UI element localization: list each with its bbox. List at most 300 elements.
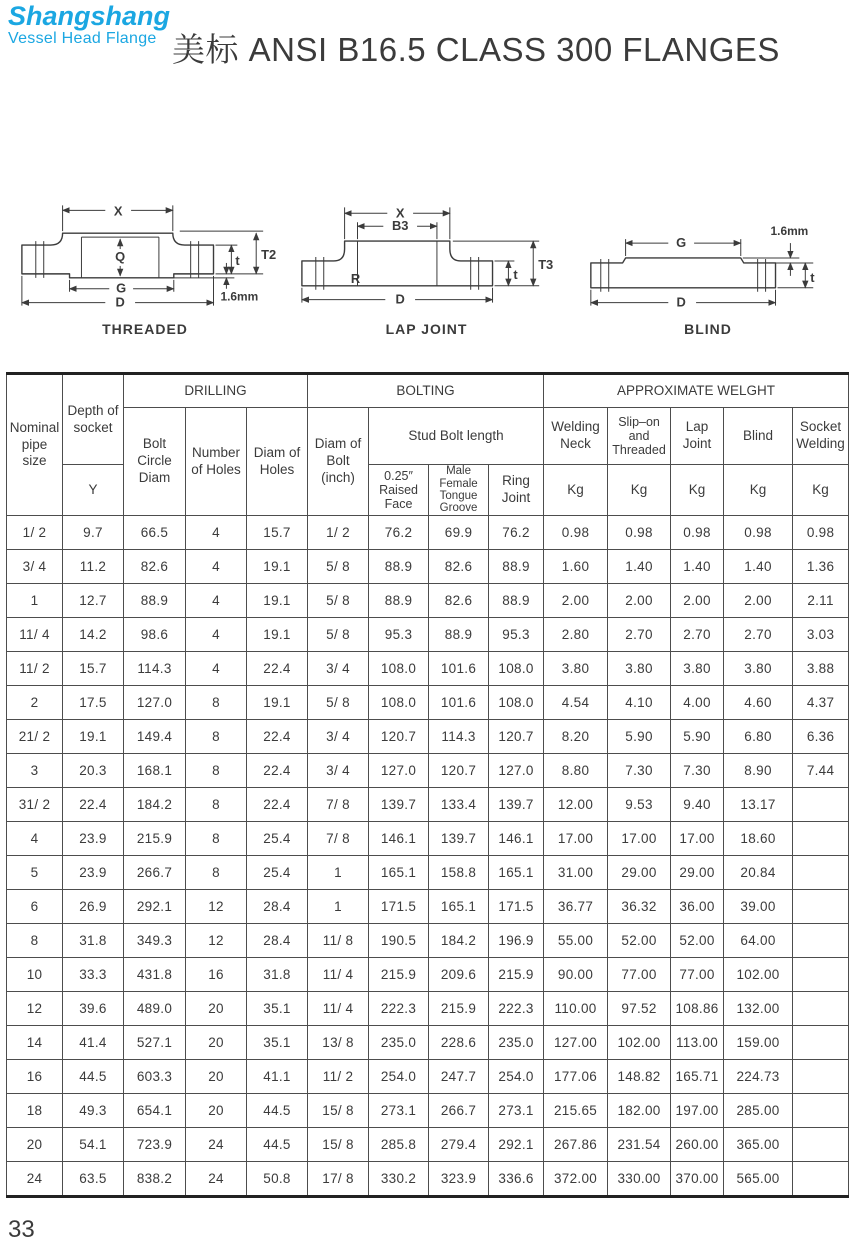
table-cell: 190.5: [369, 924, 429, 958]
header-bolt-circle-diam: Bolt Circle Diam: [124, 408, 186, 516]
table-cell: 196.9: [489, 924, 544, 958]
table-cell: [793, 1128, 849, 1162]
table-cell: 5.90: [608, 720, 671, 754]
table-cell: 7.30: [608, 754, 671, 788]
table-cell: 365.00: [724, 1128, 793, 1162]
header-stud-bolt-length: Stud Bolt length: [369, 408, 544, 465]
header-kg-slip-on: Kg: [608, 465, 671, 516]
table-cell: 20: [186, 1060, 247, 1094]
dim-label-b3: B3: [391, 218, 408, 234]
table-cell: 266.7: [124, 856, 186, 890]
table-cell: 8.90: [724, 754, 793, 788]
table-cell: 215.9: [429, 992, 489, 1026]
dim-label-d: D: [115, 294, 125, 310]
table-cell: 102.00: [608, 1026, 671, 1060]
threaded-flange-drawing-icon: [6, 193, 284, 318]
table-cell: 21/ 2: [7, 720, 63, 754]
table-row: [7, 652, 849, 686]
dim-label-r: R: [350, 270, 360, 286]
table-cell: 64.00: [724, 924, 793, 958]
figure-caption-lap-joint: LAP JOINT: [385, 321, 468, 337]
table-cell: 5/ 8: [308, 584, 369, 618]
dim-label-d: D: [395, 291, 405, 307]
table-cell: 76.2: [489, 516, 544, 550]
group-header-drilling: DRILLING: [124, 374, 308, 408]
table-cell: 88.9: [489, 584, 544, 618]
table-cell: 13.17: [724, 788, 793, 822]
table-cell: 110.00: [544, 992, 608, 1026]
dim-label-x: X: [395, 205, 404, 221]
header-kg-welding-neck: Kg: [544, 465, 608, 516]
table-cell: 108.0: [489, 652, 544, 686]
table-cell: 133.4: [429, 788, 489, 822]
table-cell: 13/ 8: [308, 1026, 369, 1060]
table-cell: 39.00: [724, 890, 793, 924]
table-cell: 165.1: [429, 890, 489, 924]
table-cell: 11/ 2: [308, 1060, 369, 1094]
table-cell: 8: [186, 856, 247, 890]
table-cell: 44.5: [247, 1094, 308, 1128]
table-cell: 8: [186, 754, 247, 788]
table-row: [7, 516, 849, 550]
table-row: [7, 584, 849, 618]
table-cell: 101.6: [429, 686, 489, 720]
table-cell: 127.0: [369, 754, 429, 788]
table-cell: 22.4: [247, 754, 308, 788]
table-cell: 2.11: [793, 584, 849, 618]
table-cell: 8: [186, 686, 247, 720]
table-cell: 9.40: [671, 788, 724, 822]
table-cell: 4.37: [793, 686, 849, 720]
table-cell: 4.00: [671, 686, 724, 720]
table-cell: 15/ 8: [308, 1094, 369, 1128]
table-cell: 3.80: [724, 652, 793, 686]
table-cell: 22.4: [247, 720, 308, 754]
table-cell: 88.9: [369, 584, 429, 618]
dim-label-t: t: [512, 266, 518, 282]
table-cell: 108.86: [671, 992, 724, 1026]
flange-spec-table: [6, 372, 849, 1198]
table-cell: 177.06: [544, 1060, 608, 1094]
table-cell: 8: [7, 924, 63, 958]
table-cell: 20: [186, 992, 247, 1026]
table-cell: 171.5: [369, 890, 429, 924]
table-cell: 139.7: [489, 788, 544, 822]
table-cell: 1/ 2: [7, 516, 63, 550]
table-cell: 4.10: [608, 686, 671, 720]
table-cell: 14: [7, 1026, 63, 1060]
table-cell: 52.00: [608, 924, 671, 958]
table-cell: 69.9: [429, 516, 489, 550]
table-cell: 127.0: [489, 754, 544, 788]
header-number-of-holes: Number of Holes: [186, 408, 247, 516]
table-cell: [793, 1026, 849, 1060]
table-cell: 66.5: [124, 516, 186, 550]
table-cell: 36.00: [671, 890, 724, 924]
table-cell: 2.70: [671, 618, 724, 652]
table-cell: 120.7: [429, 754, 489, 788]
table-cell: 1.40: [608, 550, 671, 584]
table-cell: 2.00: [724, 584, 793, 618]
table-cell: 50.8: [247, 1162, 308, 1197]
table-cell: 88.9: [489, 550, 544, 584]
table-row: [7, 958, 849, 992]
table-cell: 8: [186, 720, 247, 754]
table-cell: 8: [186, 788, 247, 822]
table-cell: 370.00: [671, 1162, 724, 1197]
table-cell: 97.52: [608, 992, 671, 1026]
header-lap-joint: Lap Joint: [671, 408, 724, 465]
table-row: [7, 992, 849, 1026]
table-cell: 52.00: [671, 924, 724, 958]
dim-label-d: D: [676, 294, 686, 310]
table-cell: 372.00: [544, 1162, 608, 1197]
table-cell: [793, 1162, 849, 1197]
table-cell: 7/ 8: [308, 822, 369, 856]
table-cell: 11/ 2: [7, 652, 63, 686]
table-cell: 127.00: [544, 1026, 608, 1060]
table-cell: 2.70: [724, 618, 793, 652]
table-cell: 330.00: [608, 1162, 671, 1197]
table-cell: 10: [7, 958, 63, 992]
table-cell: 108.0: [489, 686, 544, 720]
table-cell: 24: [186, 1128, 247, 1162]
table-cell: 11/ 8: [308, 924, 369, 958]
table-cell: 267.86: [544, 1128, 608, 1162]
dim-label-x: X: [113, 203, 123, 219]
table-cell: 20.84: [724, 856, 793, 890]
table-cell: 25.4: [247, 856, 308, 890]
table-cell: 22.4: [247, 652, 308, 686]
table-cell: 215.9: [369, 958, 429, 992]
table-cell: [793, 822, 849, 856]
table-cell: 139.7: [429, 822, 489, 856]
table-cell: 101.6: [429, 652, 489, 686]
table-cell: [793, 958, 849, 992]
table-cell: 113.00: [671, 1026, 724, 1060]
table-cell: 63.5: [63, 1162, 124, 1197]
table-cell: 1.40: [724, 550, 793, 584]
table-cell: 323.9: [429, 1162, 489, 1197]
table-cell: 184.2: [429, 924, 489, 958]
table-cell: 4: [186, 516, 247, 550]
lap-joint-flange-figure: [288, 193, 566, 337]
table-cell: 565.00: [724, 1162, 793, 1197]
table-cell: 77.00: [671, 958, 724, 992]
table-cell: 279.4: [429, 1128, 489, 1162]
header-kg-socket-welding: Kg: [793, 465, 849, 516]
table-row: [7, 720, 849, 754]
dim-label-g: G: [116, 280, 127, 296]
table-cell: 254.0: [489, 1060, 544, 1094]
logo-brand-text: Shangshang: [8, 1, 171, 31]
table-row: [7, 924, 849, 958]
table-cell: 114.3: [124, 652, 186, 686]
header-y: Y: [63, 465, 124, 516]
header-kg-lap-joint: Kg: [671, 465, 724, 516]
table-cell: 0.98: [724, 516, 793, 550]
table-row: [7, 550, 849, 584]
table-header: [7, 374, 849, 516]
table-cell: [793, 992, 849, 1026]
page-number: 33: [8, 1216, 35, 1243]
table-body: [7, 516, 849, 1197]
table-cell: 165.71: [671, 1060, 724, 1094]
table-cell: 88.9: [124, 584, 186, 618]
table-row: [7, 856, 849, 890]
logo-subtitle-text: Vessel Head Flange: [8, 30, 157, 48]
table-cell: 11.2: [63, 550, 124, 584]
table-cell: 41.4: [63, 1026, 124, 1060]
table-cell: 88.9: [369, 550, 429, 584]
table-cell: 168.1: [124, 754, 186, 788]
table-cell: 165.1: [489, 856, 544, 890]
header-diam-of-bolt: Diam of Bolt (inch): [308, 408, 369, 516]
table-cell: 146.1: [369, 822, 429, 856]
table-cell: 3: [7, 754, 63, 788]
table-cell: 8.80: [544, 754, 608, 788]
table-cell: 20: [7, 1128, 63, 1162]
table-cell: 3.03: [793, 618, 849, 652]
table-cell: 82.6: [429, 550, 489, 584]
header-raised-face: 0.25″ Raised Face: [369, 465, 429, 516]
table-cell: 54.1: [63, 1128, 124, 1162]
table-cell: 7.44: [793, 754, 849, 788]
table-cell: 654.1: [124, 1094, 186, 1128]
table-cell: 20.3: [63, 754, 124, 788]
table-cell: 90.00: [544, 958, 608, 992]
table-cell: 215.9: [124, 822, 186, 856]
header-welding-neck: Welding Neck: [544, 408, 608, 465]
table-cell: 4: [186, 550, 247, 584]
table-cell: 3/ 4: [308, 720, 369, 754]
table-cell: 22.4: [63, 788, 124, 822]
dim-label-t: t: [235, 252, 240, 268]
table-cell: 11/ 4: [308, 958, 369, 992]
table-row: [7, 788, 849, 822]
table-cell: 3.80: [671, 652, 724, 686]
table-cell: 7/ 8: [308, 788, 369, 822]
table-row: [7, 754, 849, 788]
table-cell: 17.00: [608, 822, 671, 856]
table-cell: 12.7: [63, 584, 124, 618]
table-cell: 292.1: [124, 890, 186, 924]
table-cell: 23.9: [63, 856, 124, 890]
table-cell: 24: [186, 1162, 247, 1197]
flange-spec-table-wrap: [6, 372, 849, 1198]
table-cell: 171.5: [489, 890, 544, 924]
table-cell: 148.82: [608, 1060, 671, 1094]
table-cell: 15.7: [63, 652, 124, 686]
table-row: [7, 618, 849, 652]
header-male-female-tongue-groove: Male Female Tongue Groove: [429, 465, 489, 516]
table-cell: 4: [186, 618, 247, 652]
table-cell: 33.3: [63, 958, 124, 992]
header-kg-blind: Kg: [724, 465, 793, 516]
table-cell: 114.3: [429, 720, 489, 754]
table-cell: 260.00: [671, 1128, 724, 1162]
table-cell: 527.1: [124, 1026, 186, 1060]
table-cell: 108.0: [369, 686, 429, 720]
table-cell: 159.00: [724, 1026, 793, 1060]
table-cell: 16: [7, 1060, 63, 1094]
table-cell: 24: [7, 1162, 63, 1197]
table-cell: 146.1: [489, 822, 544, 856]
figure-caption-threaded: THREADED: [102, 321, 188, 337]
header-ring-joint: Ring Joint: [489, 465, 544, 516]
header-nominal-pipe-size: Nominal pipe size: [7, 374, 63, 516]
table-cell: 9.7: [63, 516, 124, 550]
table-cell: 273.1: [369, 1094, 429, 1128]
table-cell: 5: [7, 856, 63, 890]
table-cell: 82.6: [124, 550, 186, 584]
table-cell: 16: [186, 958, 247, 992]
table-cell: 1: [308, 856, 369, 890]
table-cell: 19.1: [247, 550, 308, 584]
table-cell: 838.2: [124, 1162, 186, 1197]
table-cell: 44.5: [247, 1128, 308, 1162]
group-header-bolting: BOLTING: [308, 374, 544, 408]
table-cell: 6: [7, 890, 63, 924]
table-cell: 0.98: [793, 516, 849, 550]
table-cell: 23.9: [63, 822, 124, 856]
threaded-flange-figure: [6, 193, 284, 337]
table-cell: 49.3: [63, 1094, 124, 1128]
table-cell: 120.7: [489, 720, 544, 754]
header-diam-of-holes: Diam of Holes: [247, 408, 308, 516]
table-row: [7, 1128, 849, 1162]
table-cell: 12: [7, 992, 63, 1026]
dim-label-q: Q: [115, 248, 126, 264]
table-cell: 95.3: [369, 618, 429, 652]
table-cell: 285.8: [369, 1128, 429, 1162]
table-cell: 3.80: [544, 652, 608, 686]
flange-drawings: [0, 193, 853, 337]
table-cell: 349.3: [124, 924, 186, 958]
table-cell: 17.00: [544, 822, 608, 856]
table-cell: 12: [186, 924, 247, 958]
table-cell: 266.7: [429, 1094, 489, 1128]
table-cell: 285.00: [724, 1094, 793, 1128]
lap-joint-flange-drawing-icon: [288, 193, 566, 318]
table-cell: 2.70: [608, 618, 671, 652]
table-cell: 41.1: [247, 1060, 308, 1094]
dim-label-t3: T3: [537, 256, 553, 272]
table-cell: 4.60: [724, 686, 793, 720]
table-cell: 228.6: [429, 1026, 489, 1060]
page-title: 美标 ANSI B16.5 CLASS 300 FLANGES: [172, 31, 780, 68]
table-cell: 5/ 8: [308, 686, 369, 720]
header-blind: Blind: [724, 408, 793, 465]
table-cell: 31.8: [63, 924, 124, 958]
header-slip-on-threaded: Slip–on and Threaded: [608, 408, 671, 465]
table-cell: 723.9: [124, 1128, 186, 1162]
table-row: [7, 890, 849, 924]
table-cell: 44.5: [63, 1060, 124, 1094]
table-cell: 17/ 8: [308, 1162, 369, 1197]
dim-label-t2: T2: [261, 246, 277, 262]
table-cell: 36.77: [544, 890, 608, 924]
table-cell: 8: [186, 822, 247, 856]
table-cell: 76.2: [369, 516, 429, 550]
table-cell: 1.60: [544, 550, 608, 584]
table-cell: 182.00: [608, 1094, 671, 1128]
table-cell: 77.00: [608, 958, 671, 992]
table-cell: 36.32: [608, 890, 671, 924]
table-cell: [793, 788, 849, 822]
table-cell: 98.6: [124, 618, 186, 652]
table-cell: 1.36: [793, 550, 849, 584]
table-cell: 20: [186, 1094, 247, 1128]
table-cell: 330.2: [369, 1162, 429, 1197]
table-cell: 247.7: [429, 1060, 489, 1094]
table-row: [7, 1094, 849, 1128]
table-cell: 15.7: [247, 516, 308, 550]
table-cell: 254.0: [369, 1060, 429, 1094]
table-cell: 209.6: [429, 958, 489, 992]
table-cell: 132.00: [724, 992, 793, 1026]
table-cell: 18.60: [724, 822, 793, 856]
table-cell: 9.53: [608, 788, 671, 822]
table-cell: 12.00: [544, 788, 608, 822]
table-cell: 224.73: [724, 1060, 793, 1094]
table-cell: 235.0: [489, 1026, 544, 1060]
table-cell: 235.0: [369, 1026, 429, 1060]
table-cell: 22.4: [247, 788, 308, 822]
table-cell: 222.3: [489, 992, 544, 1026]
table-row: [7, 822, 849, 856]
table-cell: 17.00: [671, 822, 724, 856]
table-cell: 19.1: [63, 720, 124, 754]
table-cell: 102.00: [724, 958, 793, 992]
table-cell: 11/ 4: [7, 618, 63, 652]
table-cell: 3/ 4: [7, 550, 63, 584]
table-cell: [793, 1094, 849, 1128]
table-cell: 35.1: [247, 992, 308, 1026]
table-cell: 6.36: [793, 720, 849, 754]
table-cell: 0.98: [544, 516, 608, 550]
table-cell: 28.4: [247, 890, 308, 924]
table-cell: [793, 856, 849, 890]
dim-label-g: G: [676, 235, 687, 251]
table-cell: 35.1: [247, 1026, 308, 1060]
table-cell: 5.90: [671, 720, 724, 754]
table-cell: 29.00: [671, 856, 724, 890]
table-cell: 20: [186, 1026, 247, 1060]
table-cell: 4.54: [544, 686, 608, 720]
group-header-approximate-weight: APPROXIMATE WELGHT: [544, 374, 849, 408]
table-row: [7, 686, 849, 720]
dim-label-t: t: [810, 269, 815, 285]
table-cell: 28.4: [247, 924, 308, 958]
blind-flange-figure: [569, 193, 847, 337]
table-cell: [793, 1060, 849, 1094]
table-cell: 3.80: [608, 652, 671, 686]
dim-label-raised-face: 1.6mm: [770, 224, 809, 239]
table-cell: 4: [7, 822, 63, 856]
table-cell: 82.6: [429, 584, 489, 618]
table-cell: 3.88: [793, 652, 849, 686]
table-cell: 17.5: [63, 686, 124, 720]
table-cell: 19.1: [247, 584, 308, 618]
table-cell: 149.4: [124, 720, 186, 754]
table-cell: 273.1: [489, 1094, 544, 1128]
table-cell: 292.1: [489, 1128, 544, 1162]
table-cell: 11/ 4: [308, 992, 369, 1026]
table-cell: 31.00: [544, 856, 608, 890]
table-cell: 1: [308, 890, 369, 924]
table-cell: 215.65: [544, 1094, 608, 1128]
